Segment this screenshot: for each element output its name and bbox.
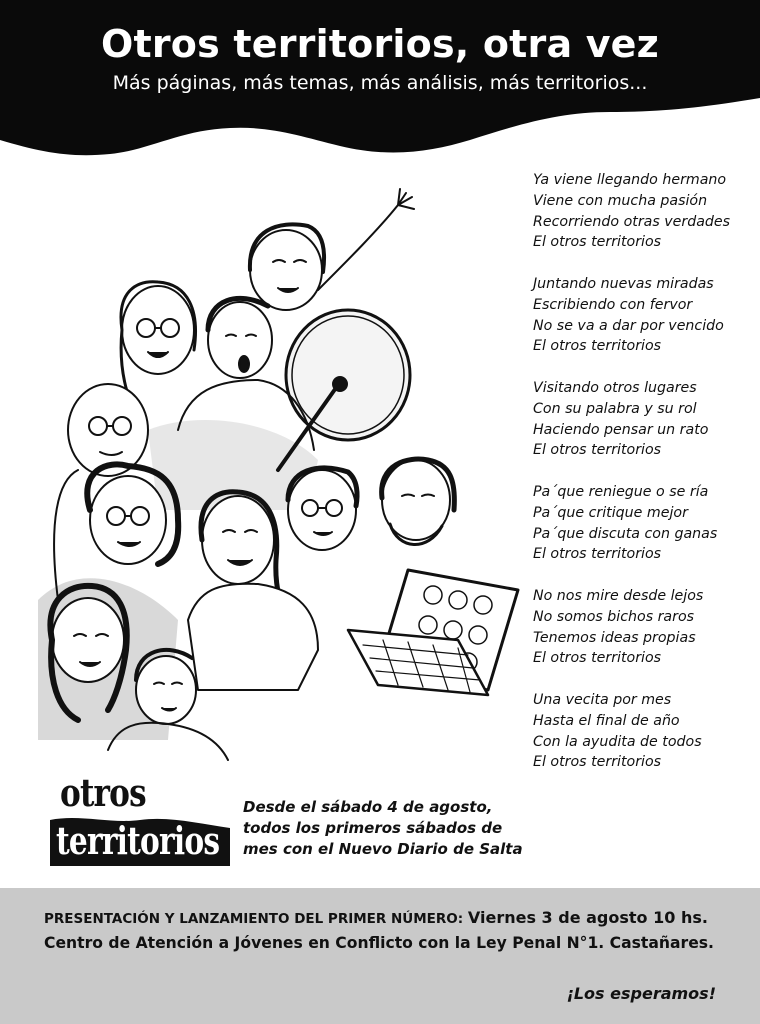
poem-line: El otros territorios xyxy=(533,442,662,459)
poem-line: Haciendo pensar un rato xyxy=(533,421,709,438)
event-venue: Centro de Atención a Jóvenes en Conflicto con la Ley Penal N°1. Castañares. xyxy=(44,934,714,952)
otros-territorios-logo xyxy=(50,770,230,866)
poem-line: No se va a dar por vencido xyxy=(533,317,724,334)
group-sketch-illustration xyxy=(18,180,528,765)
presentation-date: Viernes 3 de agosto 10 hs. xyxy=(467,908,708,927)
poem-line: El otros territorios xyxy=(533,650,662,667)
poem-line: Recorriendo otras verdades xyxy=(533,213,731,230)
poem-line: Visitando otros lugares xyxy=(533,379,697,396)
poem-line: El otros territorios xyxy=(533,338,662,355)
poem-stanza xyxy=(533,482,758,565)
poem-stanza xyxy=(533,170,758,253)
poem-line: Juntando nuevas miradas xyxy=(533,275,714,292)
poem-line: Tenemos ideas propias xyxy=(533,629,696,646)
poem-stanza xyxy=(533,274,758,357)
closing-message: ¡Los esperamos! xyxy=(566,984,716,1003)
presentation-announcement xyxy=(44,908,708,927)
page-subtitle: Más páginas, más temas, más análisis, más territorios... xyxy=(112,72,648,94)
poem-line: Con su palabra y su rol xyxy=(533,400,697,417)
event-footer xyxy=(0,888,760,1024)
logo-word-territorios: territorios xyxy=(56,818,220,863)
poem-line: Pa´que critique mejor xyxy=(533,504,688,521)
poem-line: No nos mire desde lejos xyxy=(533,587,704,604)
header-banner xyxy=(0,0,760,180)
poem-stanza xyxy=(533,378,758,461)
schedule-line: todos los primeros sábados de xyxy=(243,819,503,837)
schedule-line: mes con el Nuevo Diario de Salta xyxy=(243,840,523,858)
poem-line: Viene con mucha pasión xyxy=(533,192,708,209)
schedule-line: Desde el sábado 4 de agosto, xyxy=(243,798,493,816)
poem-line: El otros territorios xyxy=(533,754,662,771)
poem-line: Escribiendo con fervor xyxy=(533,296,693,313)
logo-word-otros: otros xyxy=(60,770,146,815)
poem-line: Hasta el final de año xyxy=(533,712,680,729)
page-title: Otros territorios, otra vez xyxy=(101,22,659,66)
poem-stanza xyxy=(533,586,758,669)
presentation-label: PRESENTACIÓN Y LANZAMIENTO DEL PRIMER NÚMERO: xyxy=(44,911,464,927)
poem-line: Pa´que reniegue o se ría xyxy=(533,483,709,500)
poem-line: Con la ayudita de todos xyxy=(533,733,702,750)
poem xyxy=(533,170,758,794)
poem-line: Una vecita por mes xyxy=(533,691,672,708)
poem-line: El otros territorios xyxy=(533,546,662,563)
poem-line: El otros territorios xyxy=(533,234,662,251)
publication-schedule xyxy=(243,797,523,860)
poem-line: No somos bichos raros xyxy=(533,608,695,625)
poem-line: Ya viene llegando hermano xyxy=(533,172,727,188)
poem-line: Pa´que discuta con ganas xyxy=(533,525,718,542)
poem-stanza xyxy=(533,690,758,773)
